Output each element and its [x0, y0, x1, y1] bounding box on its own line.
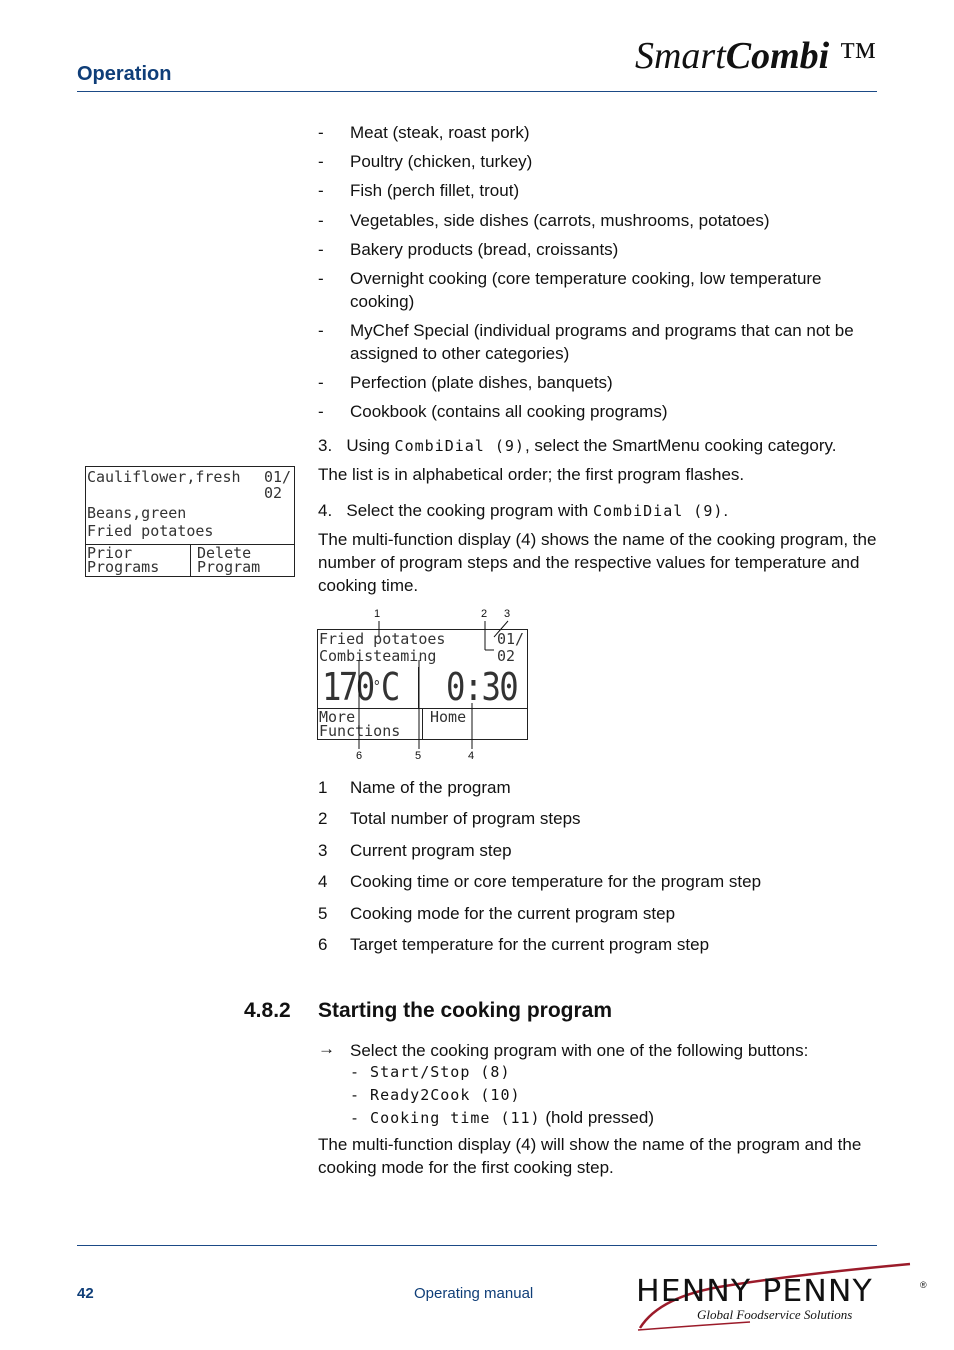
lcd-cooking-mode: Combisteaming	[319, 647, 437, 665]
logo-tagline: Global Foodservice Solutions	[697, 1307, 853, 1322]
home-button[interactable]: Home	[430, 708, 467, 726]
ready2cook-button-ref: - Ready2Cook (10)	[350, 1086, 521, 1104]
category-item: - Vegetables, side dishes (carrots, mushrooms, potatoes)	[318, 211, 770, 230]
lcd-line-1: Cauliflower,fresh	[87, 468, 241, 486]
category-item: - Meat (steak, roast pork)	[318, 123, 530, 142]
step-4: 4. Select the cooking program with CombiDial (9).	[318, 501, 729, 520]
arrow-icon: →	[318, 1039, 335, 1058]
lcd-step-total: 02	[264, 484, 283, 502]
category-item: - Fish (perch fillet, trout)	[318, 181, 520, 200]
start-result: The multi-function display (4) will show the name of the program and the cooking mode for the first cooking step.	[318, 1135, 862, 1177]
prior-programs-button[interactable]: Prior Programs	[87, 544, 160, 576]
delete-program-button[interactable]: Delete Program	[197, 544, 261, 576]
lcd-line-3: Beans,green	[87, 504, 187, 522]
logo-registered: ®	[920, 1280, 927, 1290]
callout-4: 4	[468, 750, 475, 762]
more-functions-button[interactable]: More Functions	[319, 708, 401, 740]
brand-light: Smart	[634, 35, 726, 77]
lcd-program-name: Fried potatoes	[319, 630, 446, 648]
lcd-time: 0:30	[446, 665, 517, 709]
section-heading: Operation	[77, 63, 172, 85]
start-stop-button-ref: - Start/Stop (8)	[350, 1063, 511, 1081]
logo-name: HENNY PENNY	[636, 1274, 873, 1309]
category-item: - MyChef Special (individual programs and programs that can not be assigned to other categories)	[318, 321, 854, 363]
callout-5: 5	[415, 750, 422, 762]
lcd-line-4: Fried potatoes	[87, 522, 214, 540]
page-number: 42	[77, 1285, 94, 1302]
callout-2: 2	[481, 608, 488, 620]
footer-rule	[77, 1245, 877, 1246]
lcd-step-num: 01/	[264, 468, 292, 486]
henny-penny-logo	[630, 1256, 930, 1336]
category-item: - Cookbook (contains all cooking programs)	[318, 402, 668, 421]
step-4-note: The multi-function display (4) shows the name of the cooking program, the number of program steps and the respective values for temperature and cooking time.	[318, 530, 877, 595]
brand-tm: ™	[829, 35, 876, 77]
category-item: - Overnight cooking (core temperature cooking, low temperature cooking)	[318, 269, 822, 311]
start-intro: Select the cooking program with one of the following buttons:	[350, 1041, 809, 1060]
manual-label: Operating manual	[414, 1285, 534, 1302]
category-item: - Perfection (plate dishes, banquets)	[318, 373, 613, 392]
callout-1: 1	[374, 608, 381, 620]
section-number: 4.8.2	[244, 999, 291, 1022]
lcd-step-num: 01/	[497, 630, 525, 648]
brand-bold: Combi	[725, 35, 830, 77]
callout-6: 6	[356, 750, 363, 762]
section-title: Starting the cooking program	[318, 999, 613, 1022]
cooking-time-button-ref: - Cooking time (11) (hold pressed)	[350, 1108, 654, 1127]
category-item: - Poultry (chicken, turkey)	[318, 152, 533, 171]
callout-3: 3	[504, 608, 511, 620]
lcd-step-total: 02	[497, 647, 516, 665]
step-3-note: The list is in alphabetical order; the first program flashes.	[318, 465, 745, 484]
step-3: 3. Using CombiDial (9), select the SmartMenu cooking category.	[318, 436, 837, 455]
category-item: - Bakery products (bread, croissants)	[318, 240, 619, 259]
lcd-temperature: 170°C	[322, 665, 398, 709]
